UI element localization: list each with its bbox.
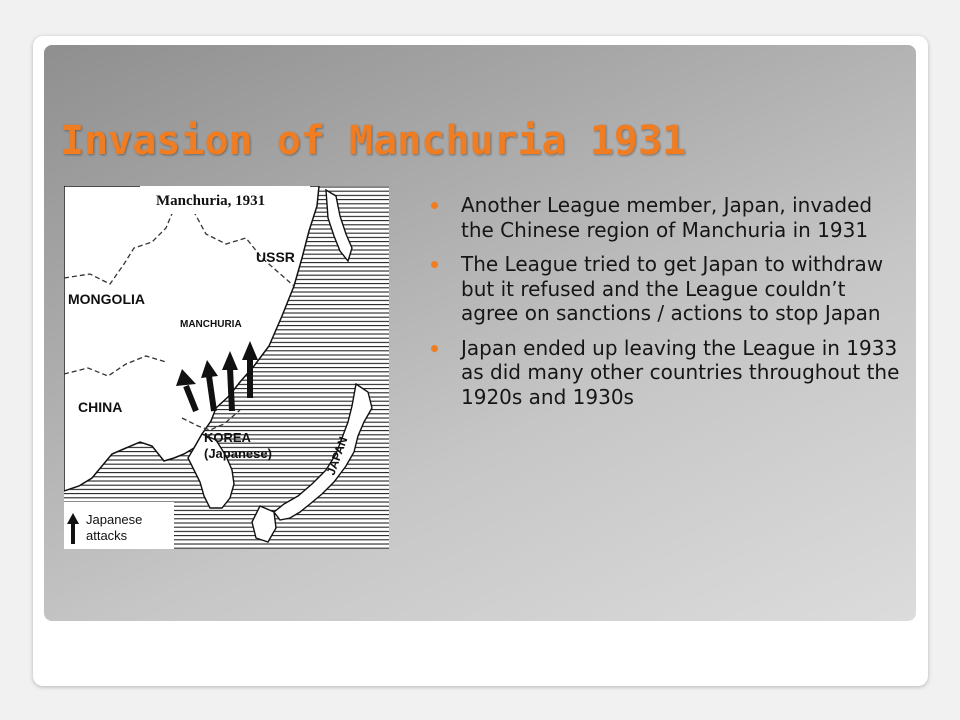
label-manchuria: MANCHURIA: [180, 319, 242, 330]
legend-line2: attacks: [86, 528, 128, 543]
bullet-list: [429, 193, 909, 419]
map-heading: Manchuria, 1931: [156, 193, 266, 209]
label-korea-note: (Japanese): [204, 446, 272, 461]
slide-panel: [44, 45, 916, 621]
legend-line1: Japanese: [86, 512, 143, 527]
bullet-item: Japan ended up leaving the League in 1933 as did many other countries throughout the 1920s and 1930s: [429, 336, 909, 410]
label-china: CHINA: [78, 399, 123, 415]
label-korea: KOREA: [204, 430, 251, 445]
slide-title: Invasion of Manchuria 1931: [60, 118, 687, 164]
label-mongolia: MONGOLIA: [68, 291, 145, 307]
map-drawing: [64, 186, 389, 549]
label-japan: JAPAN: [323, 434, 351, 478]
manchuria-map: [64, 186, 389, 549]
bullet-item: Another League member, Japan, invaded the Chinese region of Manchuria in 1931: [429, 193, 909, 242]
bullet-item: The League tried to get Japan to withdraw but it refused and the League couldn’t agree on sanctions / actions to stop Japan: [429, 252, 909, 326]
label-ussr: USSR: [256, 249, 295, 265]
